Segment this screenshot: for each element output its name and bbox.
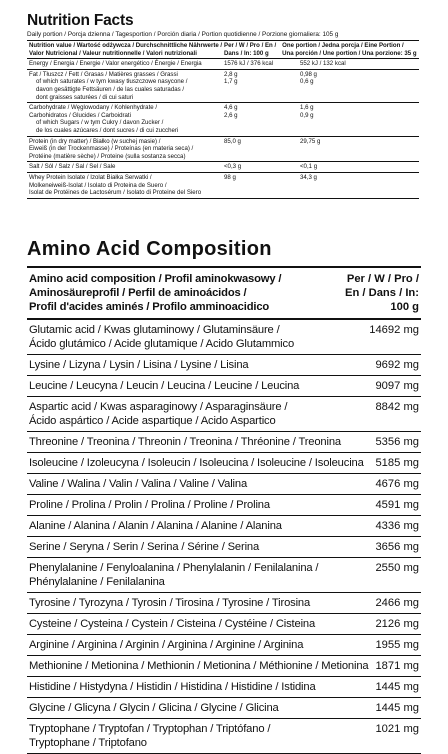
amino-acid-table: [27, 266, 421, 754]
table-row: Methionine / Metionina / Methionin / Metionina / Méthionine / Metionina 1871 mg: [27, 656, 421, 677]
header-one-portion: One portion / Jedna porcja / Eine Portion / Una porción / Une portion / Una porzione: 35 g: [282, 42, 417, 57]
nutrition-row-whey-isolate: Whey Protein Isolate / Izolat Białka Serwatki / Molkeneiweiß-Isolat / Isolato di Proteina de Suero / Isolat de Protéines de Lactosérum / Isolato di Proteine del Siero 98 g 34,3 g: [29, 173, 317, 197]
table-row: Valine / Walina / Valin / Valina / Valine / Valina 4676 mg: [27, 474, 421, 495]
amino-table-header: [27, 268, 421, 320]
table-row: Isoleucine / Izoleucyna / Isoleucin / Isoleucina / Isoleucine / Isoleucina 5185 mg: [27, 453, 421, 474]
table-row: Aspartic acid / Kwas asparaginowy / Asparaginsäure / Ácido aspártico / Acide aspartique / Acido Aspartico 8842 mg: [27, 397, 421, 432]
daily-portion-note: Daily portion / Porcja dzienna / Tagesportion / Porción diaria / Portion quotidienne / Porzione giornaliera: 105 g: [27, 31, 339, 38]
header-amino-composition: Amino acid composition / Profil aminokwasowy / Aminosäureprofil / Perfil de aminoácidos / Profil d'acides aminés / Profilo amminoacidico: [29, 273, 282, 313]
table-row: Tyrosine / Tyrozyna / Tyrosin / Tirosina / Tyrosine / Tirosina 2466 mg: [27, 593, 421, 614]
table-row: Glycine / Glicyna / Glycin / Glicina / Glycine / Glicina 1445 mg: [27, 698, 421, 719]
nutrition-facts-title: Nutrition Facts: [27, 12, 134, 29]
amino-acid-title: Amino Acid Composition: [27, 238, 272, 260]
table-row: Arginine / Arginina / Arginin / Arginina / Arginine / Arginina 1955 mg: [27, 635, 421, 656]
table-row: Phenylalanine / Fenyloalanina / Phenylalanin / Fenilalanina / Phénylalanine / Fenilalanina 2550 mg: [27, 558, 421, 593]
header-per-100g: Per / W / Pro / En / Dans / In: 100 g: [224, 42, 277, 57]
table-row: Alanine / Alanina / Alanin / Alanina / Alanine / Alanina 4336 mg: [27, 516, 421, 537]
table-row: Cysteine / Cysteina / Cystein / Cisteina / Cystéine / Cisteina 2126 mg: [27, 614, 421, 635]
table-row: Proline / Prolina / Prolin / Prolina / Proline / Prolina 4591 mg: [27, 495, 421, 516]
nutrition-row-fat: Fat / Tłuszcz / Fett / Grasas / Matières grasses / Grassi of which saturates / w tym kwasy tłuszczowe nasycone / davon gesättigte Fettsäuren / de las cuales saturadas / dont graisses saturées / di cui saturi 2,8 g 1,7 g 0,98 g 0,6 g: [27, 70, 419, 103]
table-row: Glutamic acid / Kwas glutaminowy / Glutaminsäure / Ácido glutámico / Acide glutamique / Acido Glutammico 14692 mg: [27, 320, 421, 355]
nutrition-table-header: [27, 41, 419, 59]
header-per-100g: Per / W / Pro / En / Dans / In: 100 g: [345, 273, 419, 313]
table-row: Threonine / Treonina / Threonin / Treonina / Thréonine / Treonina 5356 mg: [27, 432, 421, 453]
table-row: Leucine / Leucyna / Leucin / Leucina / Leucine / Leucina 9097 mg: [27, 376, 421, 397]
nutrition-row-salt: Salt / Sól / Salz / Sal / Sel / Sale <0,3 g <0,1 g: [27, 162, 419, 173]
nutrition-row-protein: Protein (in dry matter) / Białko (w suchej masie) / Eiweiß (in der Trockenmasse) / Proteínas (en materia seca) / Protéine (matière sèche) / Proteine (sulla sostanza secca) 85,0 g 29,75 g: [27, 137, 419, 163]
nutrition-row-carbohydrate: Carbohydrate / Węglowodany / Kohlenhydrate / Carbohidratos / Glucides / Carboidrati of which Sugars / w tym Cukry / davon Zucker / de los cuales azúcares / dont sucres / di cui zuccheri 4,6 g 2,6 g 1,6 g 0,9 g: [27, 103, 419, 136]
table-row: Tryptophane / Tryptofan / Tryptophan / Triptófano / Tryptophane / Triptofano 1021 mg: [27, 719, 421, 754]
header-nutrition-value: Nutrition value / Wartość odżywcza / Durchschnittliche Nährwerte / Valor Nutricional / Valeur nutritionnelle / Valori nutrizionali: [29, 42, 223, 57]
nutrition-table: [27, 40, 419, 199]
table-row: Serine / Seryna / Serin / Serina / Sérine / Serina 3656 mg: [27, 537, 421, 558]
table-row: Histidine / Histydyna / Histidin / Histidina / Histidine / Istidina 1445 mg: [27, 677, 421, 698]
table-row: Lysine / Lizyna / Lysin / Lisina / Lysine / Lisina 9692 mg: [27, 355, 421, 376]
nutrition-row-energy: Energy / Energia / Energie / Valor energético / Énergie / Energia 1576 kJ / 376 kcal 552 kJ / 132 kcal: [27, 59, 419, 70]
